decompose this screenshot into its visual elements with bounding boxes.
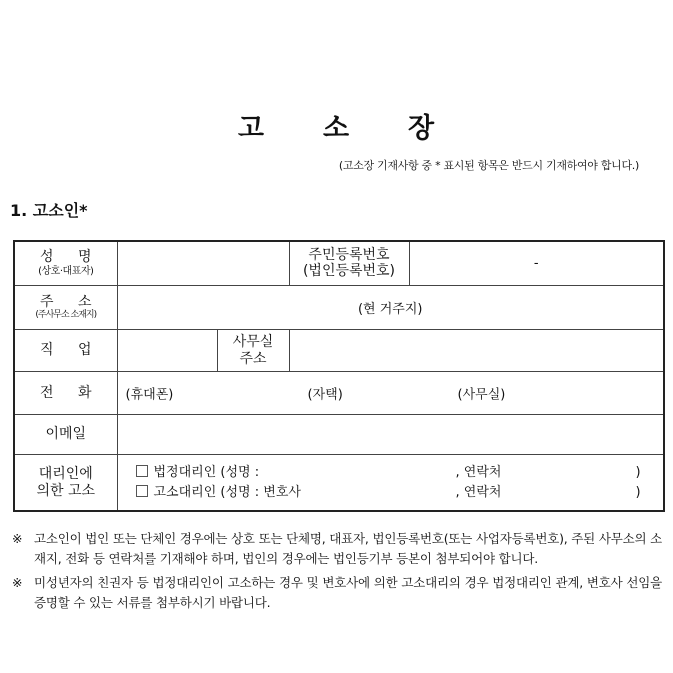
phone-office-label: (사무실) [457, 387, 506, 403]
name-sublabel: (상호·대표자) [38, 265, 94, 277]
lawyer-agent-close-paren: ) [635, 484, 641, 500]
note-corporate-text: 고소인이 법인 또는 단체인 경우에는 상호 또는 단체명, 대표자, 법인등록번호(또는 사업자등록번호), 주된 사무소의 소재지, 전화 등 연락처를 기재해야 하며, 법인의 경우에는 법인등기부 등본이 첨부되어야 합니다. [34, 531, 662, 566]
phone-label-cell [14, 372, 117, 414]
note-corporate [12, 529, 662, 569]
section-heading-complainant: 1. 고소인* [10, 201, 88, 220]
note-mark-1: ※ [12, 531, 23, 546]
job-input-cell[interactable] [117, 330, 217, 372]
title-char-2: 소 [322, 113, 351, 144]
legal-agent-contact-label: , 연락처 [455, 464, 502, 480]
agent-label-line1: 대리인에 [38, 465, 93, 482]
instruction-subtitle: (고소장 기재사항 중 * 표시된 항목은 반드시 기재하여야 합니다.) [338, 159, 639, 172]
name-label: 성 명 [40, 249, 102, 266]
legal-agent-close-paren: ) [635, 464, 641, 480]
phone-mobile-label: (휴대폰) [125, 387, 174, 403]
agent-input-cell [117, 455, 664, 511]
name-label-cell [14, 241, 117, 285]
title-char-3: 장 [408, 113, 436, 144]
email-label-cell [14, 414, 117, 454]
row-name [14, 241, 664, 285]
office-address-label: 주소 [239, 350, 267, 367]
address-label-cell [14, 285, 117, 329]
page-title [0, 106, 673, 145]
job-label: 직 업 [40, 342, 102, 359]
notes-section [12, 529, 662, 617]
email-input-cell[interactable] [117, 414, 664, 454]
complainant-form-table [13, 240, 665, 512]
reg-number-label-cell [289, 241, 409, 285]
job-label-cell [14, 330, 117, 372]
legal-agent-checkbox[interactable] [136, 465, 148, 477]
row-email [14, 414, 664, 454]
reg-number-dash: - [533, 255, 539, 271]
lawyer-agent-checkbox[interactable] [136, 485, 148, 497]
phone-input-cell[interactable] [117, 372, 664, 414]
phone-home-label: (자택) [307, 387, 343, 403]
row-occupation [14, 330, 664, 372]
row-address [14, 285, 664, 329]
lawyer-agent-option[interactable] [136, 483, 301, 503]
office-label: 사무실 [232, 334, 274, 351]
legal-agent-line [118, 463, 664, 483]
agent-label-cell [14, 455, 117, 511]
office-address-input-cell[interactable] [289, 330, 664, 372]
agent-label-line2: 의한 고소 [36, 482, 96, 499]
row-agent [14, 455, 664, 511]
address-input-cell[interactable] [117, 285, 664, 329]
email-label: 이메일 [45, 426, 87, 443]
name-input-cell[interactable] [117, 241, 289, 285]
legal-agent-option[interactable] [136, 463, 260, 483]
phone-label: 전 화 [40, 384, 102, 401]
address-label: 주 소 [40, 293, 102, 310]
reg-number-input-cell[interactable] [409, 241, 664, 285]
lawyer-agent-line [118, 483, 664, 503]
note-minor-text: 미성년자의 친권자 등 법정대리인이 고소하는 경우 및 변호사에 의한 고소대리의 경우 법정대리인 관계, 변호사 선임을 증명할 수 있는 서류를 첨부하시기 바랍니다. [34, 575, 662, 610]
reg-number-label: 주민등록번호 [308, 246, 390, 263]
address-sublabel: (주사무소 소재지) [35, 310, 97, 321]
title-char-1: 고 [237, 113, 265, 144]
corp-reg-number-label: (법인등록번호) [302, 263, 396, 280]
note-mark-2: ※ [12, 575, 23, 590]
legal-agent-text: 법정대리인 (성명 : [153, 464, 260, 480]
row-phone [14, 372, 664, 414]
address-placeholder: (현 거주지) [357, 301, 423, 317]
office-address-label-cell [217, 330, 289, 372]
note-minor [12, 573, 662, 613]
lawyer-agent-contact-label: , 연락처 [455, 484, 502, 500]
lawyer-agent-text: 고소대리인 (성명 : 변호사 [153, 484, 301, 500]
